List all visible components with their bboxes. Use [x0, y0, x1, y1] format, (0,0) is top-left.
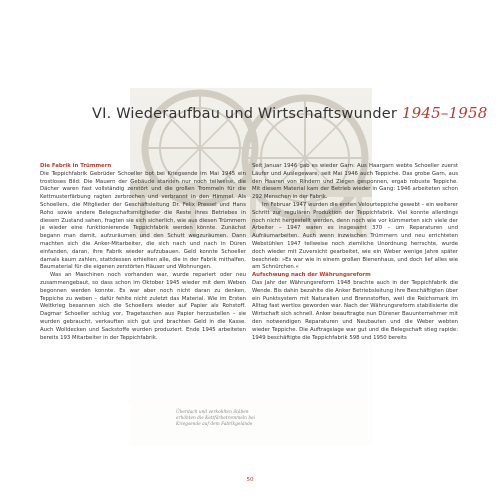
chapter-title-text: VI. Wiederaufbau und Wirtschaftswunder: [92, 106, 398, 122]
paragraph: Das Jahr der Währungsreform 1948 brachte auch in der Teppichfabrik die Wende. Bis dahin bezahlte die Anker Betriebsleitung ihre Beschäftigten über ein Punktsystem mit Naturalien und Brennstoffen, weil die Reichsmark im Alltag fast wertlos geworden war. Nach der Währungsreform stabilisierte die Wirtschaft sich schnell. Anker beauftragte nun Dürener Bauunternehmer mit den notwendigen Reparaturen und Neubauten und die Weber webten wieder Teppiche. Die Auftragslage war gut und die Belegschaft stieg rapide: 1949 beschäftigte die Teppichfabrik 598 und 1950 bereits: [252, 279, 458, 341]
photo-caption: Überdach und verkohlten Stäben erhöhten die Kettfärbetrommeln bei Kriegsende auf dem Fabrikgelände: [176, 410, 255, 427]
page-number: 50: [246, 477, 254, 483]
section-heading-ruins: Die Fabrik in Trümmern: [40, 163, 112, 169]
right-text-column: [252, 163, 458, 342]
paragraph: Im Februar 1947 wurden die ersten Velourteppiche gewebt – ein weiterer Schritt zur regulären Produktion der Teppichfabrik. Viel konnte allerdings noch nicht hergestellt werden, denn noch wie vor kümmerten sich viele der Arbeiter – 1947 waren es insgesamt 370 – um Reparaturen und Aufräumarbeiten. Auch wenn inzwischen Trümmern und neu errichteten Webstühlen 1947 teilweise noch ziemliche Unordnung herrschte, wurde doch wieder mit Zuversicht gearbeitet, wie ein Weber wenige Jahre später beschrieb: »Es war wie in einem großen Bienenhaus, und doch lief alles wie am Schnürchen.«: [252, 201, 458, 271]
section-heading-currency-reform: Aufschwung nach der Währungsreform: [252, 272, 371, 279]
paragraph: Seit Januar 1946 gab es wieder Garn: Aus Haargarn webte Schoeller zuerst Läufer und Auslegeware, seit Mai 1946 auch Teppiche. Das grobe Garn, aus den Haaren von Rindern und Ziegen gesponnen, ergab robuste Teppiche. Mit diesem Material kam der Betrieb wieder in Gang: 1946 arbeiteten schon 292 Menschen in der Fabrik.: [252, 163, 458, 201]
chapter-years: 1945–1958: [401, 104, 488, 122]
paragraph: Was an Maschinen noch vorhanden war, wurde repariert oder neu zusammengebaut, so dass schon im Oktober 1945 wieder mit dem Weben begonnen werden konnte. Es war aber noch nicht daran zu denken, Teppiche zu weben – dafür fehlte nicht zuletzt das Material. Wie im Ersten Weltkrieg besannen sich die Schoellers wieder auf Papier als Rohstoff. Dagmar Schoeller schlug vor, Tragetaschen aus Papier herzustellen – sie wurden gebraucht, verkauften sich gut und brachten Geld in die Kasse. Auch Wolldecken und Sackstoffe wurden produziert. Ende 1945 arbeiteten bereits 193 Mitarbeiter in der Teppichfabrik.: [40, 272, 246, 341]
chapter-title: [92, 104, 488, 122]
left-text-column: [40, 163, 246, 342]
paragraph: Die Teppichfabrik Gebrüder Schoeller bot bei Kriegsende im Mai 1945 ein trostloses Bild: Die Mauern der Gebäude standen nur noch teilweise, die Dächer waren fast vollständig zerstört und die großen Trommeln für die Kettmusterfärbung ragten zerbrochen und verbrannt in den Himmel. Als Schoellers, die Mitglieder der Geschäftsleitung Dr. Felix Pressel und Hans Roho sowie andere Belegschaftsmitglieder die Reste ihres Betriebes in diesem Zustand sahen, fragten sie sich sicherlich, wie aus diesen Trümmern je wieder eine funktionierende Teppichfabrik werden könnte. Zunächst begann man damit, aufzuräumen und den Schutt wegzuräumen. Dann machten sich die Anker-Mitarbeiter, die sich nach und nach in Düren einfanden, daran, ihre Fabrik wieder aufzubauen. Geld konnte Schoeller damals kaum zahlen, stattdessen erhielten alle, die in der Fabrik mithalfen, Baumaterial für die eigenen zerstörten Häuser und Wohnungen.: [40, 170, 246, 271]
